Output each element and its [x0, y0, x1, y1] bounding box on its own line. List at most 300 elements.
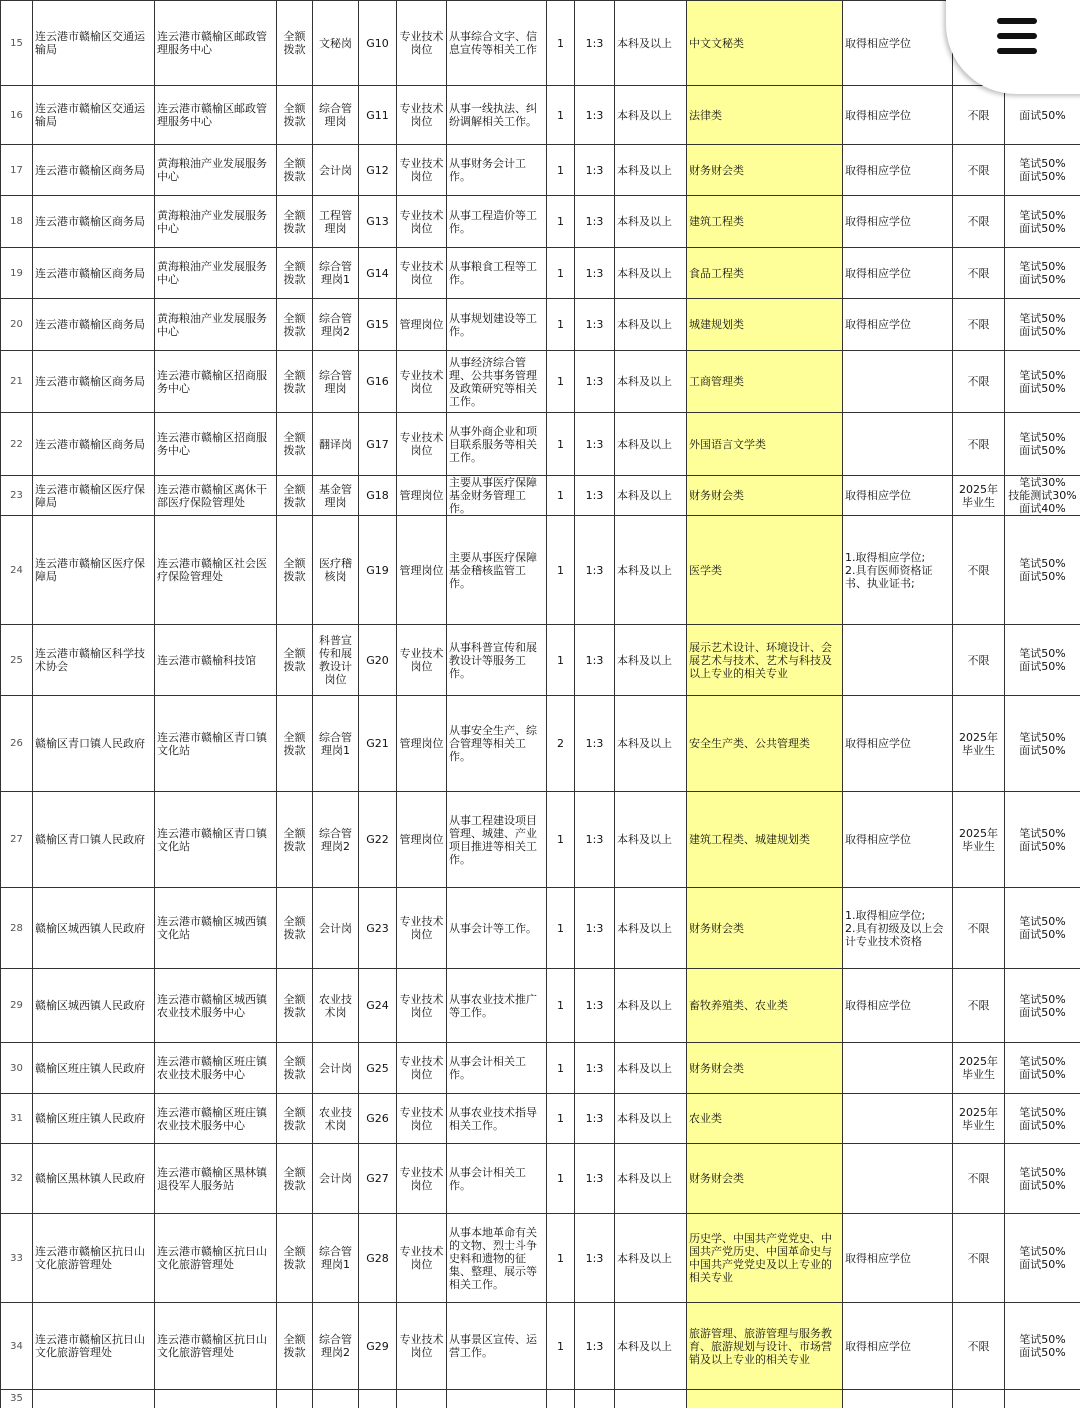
graduate-cell: 2025年毕业生 — [953, 696, 1005, 792]
row-number: 18 — [1, 196, 33, 248]
unit-cell: 连云港市赣榆区邮政管理服务中心 — [155, 86, 277, 145]
ratio-cell: 1:3 — [575, 1094, 615, 1144]
table-row — [1, 516, 1080, 625]
post-name-cell: 会计岗 — [313, 1144, 359, 1214]
major-cell: 展示艺术设计、环境设计、会展艺术与技术、艺术与科技及以上专业的相关专业 — [687, 625, 843, 696]
row-number: 16 — [1, 86, 33, 145]
graduate-cell: 不限 — [953, 248, 1005, 299]
post-category-cell: 专业技术岗位 — [397, 1, 447, 86]
headcount-cell: 1 — [547, 888, 575, 969]
post-code-cell: G25 — [359, 1043, 397, 1094]
table-row — [1, 248, 1080, 299]
post-name-cell: 综合管理岗1 — [313, 248, 359, 299]
duties-cell: 从事本地革命有关的文物、烈士斗争史料和遗物的征集、整理、展示等相关工作。 — [447, 1214, 547, 1303]
headcount-cell — [547, 1390, 575, 1408]
education-cell: 本科及以上 — [615, 299, 687, 351]
funding-cell: 全额拨款 — [277, 476, 313, 516]
funding-cell: 全额拨款 — [277, 1144, 313, 1214]
unit-cell: 黄海粮油产业发展服务中心 — [155, 248, 277, 299]
ratio-cell: 1:3 — [575, 792, 615, 888]
post-code-cell: G12 — [359, 145, 397, 196]
post-code-cell — [359, 1390, 397, 1408]
education-cell: 本科及以上 — [615, 1144, 687, 1214]
education-cell: 本科及以上 — [615, 1303, 687, 1390]
post-category-cell: 管理岗位 — [397, 696, 447, 792]
exam-method-cell: 笔试50% 面试50% — [1005, 196, 1080, 248]
department-cell: 连云港市赣榆区商务局 — [33, 145, 155, 196]
funding-cell: 全额拨款 — [277, 1043, 313, 1094]
headcount-cell: 1 — [547, 1303, 575, 1390]
headcount-cell: 1 — [547, 969, 575, 1043]
table-row — [1, 476, 1080, 516]
major-cell: 建筑工程类 — [687, 196, 843, 248]
department-cell: 赣榆区城西镇人民政府 — [33, 969, 155, 1043]
post-category-cell: 管理岗位 — [397, 792, 447, 888]
graduate-cell: 2025年毕业生 — [953, 792, 1005, 888]
post-name-cell: 基金管理岗 — [313, 476, 359, 516]
department-cell: 赣榆区班庄镇人民政府 — [33, 1094, 155, 1144]
duties-cell: 从事会计相关工作。 — [447, 1043, 547, 1094]
headcount-cell: 1 — [547, 792, 575, 888]
department-cell: 赣榆区青口镇人民政府 — [33, 792, 155, 888]
unit-cell: 连云港市赣榆区城西镇文化站 — [155, 888, 277, 969]
headcount-cell: 1 — [547, 299, 575, 351]
department-cell: 赣榆区青口镇人民政府 — [33, 696, 155, 792]
funding-cell: 全额拨款 — [277, 299, 313, 351]
duties-cell: 主要从事医疗保障基金财务管理工作。 — [447, 476, 547, 516]
requirements-cell: 取得相应学位 — [843, 145, 953, 196]
graduate-cell: 不限 — [953, 888, 1005, 969]
department-cell: 连云港市赣榆区交通运输局 — [33, 1, 155, 86]
funding-cell: 全额拨款 — [277, 1094, 313, 1144]
row-number: 21 — [1, 351, 33, 413]
graduate-cell: 2025年毕业生 — [953, 476, 1005, 516]
department-cell: 连云港市赣榆区商务局 — [33, 351, 155, 413]
funding-cell: 全额拨款 — [277, 86, 313, 145]
post-category-cell: 专业技术岗位 — [397, 888, 447, 969]
duties-cell: 从事经济综合管理、公共事务管理及政策研究等相关工作。 — [447, 351, 547, 413]
department-cell: 连云港市赣榆区交通运输局 — [33, 86, 155, 145]
ratio-cell: 1:3 — [575, 969, 615, 1043]
post-code-cell: G28 — [359, 1214, 397, 1303]
row-number: 17 — [1, 145, 33, 196]
education-cell: 本科及以上 — [615, 413, 687, 476]
duties-cell: 从事景区宣传、运营工作。 — [447, 1303, 547, 1390]
duties-cell: 从事综合文字、信息宣传等相关工作 — [447, 1, 547, 86]
post-code-cell: G17 — [359, 413, 397, 476]
post-category-cell: 专业技术岗位 — [397, 248, 447, 299]
duties-cell: 从事科普宣传和展教设计等服务工作。 — [447, 625, 547, 696]
post-code-cell: G24 — [359, 969, 397, 1043]
graduate-cell: 不限 — [953, 969, 1005, 1043]
row-number: 32 — [1, 1144, 33, 1214]
unit-cell — [155, 1390, 277, 1408]
headcount-cell: 1 — [547, 145, 575, 196]
exam-method-cell: 笔试50% 面试50% — [1005, 145, 1080, 196]
ratio-cell: 1:3 — [575, 1144, 615, 1214]
major-cell: 外国语言文学类 — [687, 413, 843, 476]
post-category-cell: 专业技术岗位 — [397, 145, 447, 196]
table-row — [1, 888, 1080, 969]
requirements-cell: 取得相应学位 — [843, 1303, 953, 1390]
duties-cell: 从事规划建设等工作。 — [447, 299, 547, 351]
post-category-cell: 管理岗位 — [397, 516, 447, 625]
funding-cell: 全额拨款 — [277, 1, 313, 86]
headcount-cell: 1 — [547, 413, 575, 476]
post-category-cell: 专业技术岗位 — [397, 86, 447, 145]
duties-cell: 从事工程建设项目管理、城建、产业项目推进等相关工作。 — [447, 792, 547, 888]
education-cell: 本科及以上 — [615, 248, 687, 299]
duties-cell: 从事农业技术指导相关工作。 — [447, 1094, 547, 1144]
post-name-cell: 医疗稽核岗 — [313, 516, 359, 625]
requirements-cell: 取得相应学位 — [843, 196, 953, 248]
post-category-cell: 专业技术岗位 — [397, 1043, 447, 1094]
funding-cell — [277, 1390, 313, 1408]
table-row — [1, 299, 1080, 351]
unit-cell: 连云港市赣榆区青口镇文化站 — [155, 792, 277, 888]
table-row — [1, 145, 1080, 196]
post-category-cell — [397, 1390, 447, 1408]
education-cell: 本科及以上 — [615, 145, 687, 196]
post-code-cell: G21 — [359, 696, 397, 792]
row-number: 33 — [1, 1214, 33, 1303]
major-cell: 医学类 — [687, 516, 843, 625]
table-row — [1, 1390, 1080, 1408]
table-row — [1, 1303, 1080, 1390]
post-name-cell: 综合管理岗 — [313, 351, 359, 413]
exam-method-cell — [1005, 1390, 1080, 1408]
post-name-cell: 工程管理岗 — [313, 196, 359, 248]
department-cell — [33, 1390, 155, 1408]
post-name-cell: 会计岗 — [313, 145, 359, 196]
exam-method-cell: 笔试30% 技能测试30% 面试40% — [1005, 476, 1080, 516]
unit-cell: 连云港市赣榆区招商服务中心 — [155, 413, 277, 476]
funding-cell: 全额拨款 — [277, 145, 313, 196]
major-cell: 历史学、中国共产党党史、中国共产党历史、中国革命史与中国共产党党史及以上专业的相关专业 — [687, 1214, 843, 1303]
row-number: 19 — [1, 248, 33, 299]
education-cell: 本科及以上 — [615, 1214, 687, 1303]
headcount-cell: 1 — [547, 1094, 575, 1144]
ratio-cell: 1:3 — [575, 248, 615, 299]
row-number: 24 — [1, 516, 33, 625]
post-category-cell: 管理岗位 — [397, 299, 447, 351]
education-cell: 本科及以上 — [615, 196, 687, 248]
post-code-cell: G18 — [359, 476, 397, 516]
department-cell: 连云港市赣榆区商务局 — [33, 299, 155, 351]
ratio-cell: 1:3 — [575, 145, 615, 196]
headcount-cell: 1 — [547, 86, 575, 145]
ratio-cell: 1:3 — [575, 1043, 615, 1094]
ratio-cell: 1:3 — [575, 413, 615, 476]
post-category-cell: 专业技术岗位 — [397, 351, 447, 413]
post-name-cell: 综合管理岗1 — [313, 696, 359, 792]
major-cell: 法律类 — [687, 86, 843, 145]
post-category-cell: 专业技术岗位 — [397, 625, 447, 696]
post-name-cell: 农业技术岗 — [313, 969, 359, 1043]
unit-cell: 连云港市赣榆区社会医疗保险管理处 — [155, 516, 277, 625]
requirements-cell — [843, 625, 953, 696]
table-row — [1, 696, 1080, 792]
duties-cell: 从事外商企业和项目联系服务等相关工作。 — [447, 413, 547, 476]
unit-cell: 黄海粮油产业发展服务中心 — [155, 145, 277, 196]
department-cell: 连云港市赣榆区抗日山文化旅游管理处 — [33, 1303, 155, 1390]
exam-method-cell: 面试50% — [1005, 86, 1080, 145]
education-cell: 本科及以上 — [615, 792, 687, 888]
post-name-cell: 综合管理岗1 — [313, 1214, 359, 1303]
duties-cell: 从事财务会计工作。 — [447, 145, 547, 196]
graduate-cell: 2025年毕业生 — [953, 1094, 1005, 1144]
requirements-cell: 取得相应学位 — [843, 792, 953, 888]
duties-cell — [447, 1390, 547, 1408]
post-name-cell: 综合管理岗2 — [313, 792, 359, 888]
post-name-cell: 综合管理岗 — [313, 86, 359, 145]
exam-method-cell: 笔试50% 面试50% — [1005, 1214, 1080, 1303]
graduate-cell: 不限 — [953, 1144, 1005, 1214]
graduate-cell: 不限 — [953, 145, 1005, 196]
post-category-cell: 专业技术岗位 — [397, 1303, 447, 1390]
graduate-cell: 不限 — [953, 413, 1005, 476]
post-code-cell: G26 — [359, 1094, 397, 1144]
exam-method-cell: 笔试50% 面试50% — [1005, 888, 1080, 969]
headcount-cell: 1 — [547, 196, 575, 248]
department-cell: 赣榆区黑林镇人民政府 — [33, 1144, 155, 1214]
funding-cell: 全额拨款 — [277, 696, 313, 792]
requirements-cell: 取得相应学位 — [843, 86, 953, 145]
exam-method-cell: 笔试50% 面试50% — [1005, 1144, 1080, 1214]
table-row — [1, 1, 1080, 86]
funding-cell: 全额拨款 — [277, 625, 313, 696]
education-cell: 本科及以上 — [615, 969, 687, 1043]
major-cell: 旅游管理、旅游管理与服务教育、旅游规划与设计、市场营销及以上专业的相关专业 — [687, 1303, 843, 1390]
row-number: 30 — [1, 1043, 33, 1094]
post-name-cell: 综合管理岗2 — [313, 1303, 359, 1390]
post-category-cell: 专业技术岗位 — [397, 413, 447, 476]
requirements-cell: 取得相应学位 — [843, 248, 953, 299]
table-row — [1, 1214, 1080, 1303]
major-cell: 财务财会类 — [687, 145, 843, 196]
funding-cell: 全额拨款 — [277, 351, 313, 413]
unit-cell: 连云港市赣榆区邮政管理服务中心 — [155, 1, 277, 86]
unit-cell: 连云港市赣榆区离休干部医疗保险管理处 — [155, 476, 277, 516]
major-cell: 建筑工程类、城建规划类 — [687, 792, 843, 888]
education-cell: 本科及以上 — [615, 1, 687, 86]
table-row — [1, 196, 1080, 248]
department-cell: 赣榆区城西镇人民政府 — [33, 888, 155, 969]
headcount-cell: 1 — [547, 516, 575, 625]
requirements-cell — [843, 1043, 953, 1094]
unit-cell: 连云港市赣榆区抗日山文化旅游管理处 — [155, 1214, 277, 1303]
funding-cell: 全额拨款 — [277, 196, 313, 248]
funding-cell: 全额拨款 — [277, 792, 313, 888]
post-code-cell: G15 — [359, 299, 397, 351]
row-number: 22 — [1, 413, 33, 476]
table-row — [1, 1043, 1080, 1094]
unit-cell: 连云港市赣榆科技馆 — [155, 625, 277, 696]
exam-method-cell: 笔试50% 面试50% — [1005, 625, 1080, 696]
graduate-cell: 2025年毕业生 — [953, 1043, 1005, 1094]
exam-method-cell: 笔试50% 面试50% — [1005, 248, 1080, 299]
ratio-cell: 1:3 — [575, 196, 615, 248]
department-cell: 连云港市赣榆区医疗保障局 — [33, 476, 155, 516]
post-name-cell: 科普宣传和展教设计岗位 — [313, 625, 359, 696]
major-cell: 畜牧养殖类、农业类 — [687, 969, 843, 1043]
unit-cell: 连云港市赣榆区抗日山文化旅游管理处 — [155, 1303, 277, 1390]
table-row — [1, 1094, 1080, 1144]
row-number: 35 — [1, 1390, 33, 1408]
department-cell: 连云港市赣榆区商务局 — [33, 413, 155, 476]
duties-cell: 从事粮食工程等工作。 — [447, 248, 547, 299]
graduate-cell: 不限 — [953, 196, 1005, 248]
ratio-cell: 1:3 — [575, 696, 615, 792]
major-cell: 安全生产类、公共管理类 — [687, 696, 843, 792]
education-cell: 本科及以上 — [615, 351, 687, 413]
row-number: 27 — [1, 792, 33, 888]
hamburger-menu-icon — [997, 33, 1037, 39]
ratio-cell: 1:3 — [575, 888, 615, 969]
education-cell: 本科及以上 — [615, 516, 687, 625]
exam-method-cell: 笔试50% 面试50% — [1005, 413, 1080, 476]
table-body — [1, 1, 1080, 1408]
ratio-cell: 1:3 — [575, 516, 615, 625]
post-category-cell: 管理岗位 — [397, 476, 447, 516]
education-cell: 本科及以上 — [615, 86, 687, 145]
funding-cell: 全额拨款 — [277, 969, 313, 1043]
headcount-cell: 1 — [547, 1144, 575, 1214]
table-row — [1, 351, 1080, 413]
row-number: 28 — [1, 888, 33, 969]
unit-cell: 连云港市赣榆区黑林镇退役军人服务站 — [155, 1144, 277, 1214]
duties-cell: 从事会计相关工作。 — [447, 1144, 547, 1214]
requirements-cell: 取得相应学位 — [843, 1214, 953, 1303]
hamburger-menu-icon — [997, 48, 1037, 54]
department-cell: 连云港市赣榆区科学技术协会 — [33, 625, 155, 696]
row-number: 26 — [1, 696, 33, 792]
major-cell: 财务财会类 — [687, 1144, 843, 1214]
post-name-cell — [313, 1390, 359, 1408]
hamburger-menu-icon — [997, 18, 1037, 24]
post-category-cell: 专业技术岗位 — [397, 1144, 447, 1214]
funding-cell: 全额拨款 — [277, 1303, 313, 1390]
post-code-cell: G22 — [359, 792, 397, 888]
post-code-cell: G20 — [359, 625, 397, 696]
funding-cell: 全额拨款 — [277, 248, 313, 299]
department-cell: 连云港市赣榆区商务局 — [33, 196, 155, 248]
requirements-cell: 取得相应学位 — [843, 969, 953, 1043]
ratio-cell: 1:3 — [575, 351, 615, 413]
funding-cell: 全额拨款 — [277, 1214, 313, 1303]
table-row — [1, 792, 1080, 888]
ratio-cell: 1:3 — [575, 1214, 615, 1303]
graduate-cell: 不限 — [953, 625, 1005, 696]
row-number: 31 — [1, 1094, 33, 1144]
major-cell: 财务财会类 — [687, 1043, 843, 1094]
post-code-cell: G29 — [359, 1303, 397, 1390]
major-cell: 财务财会类 — [687, 888, 843, 969]
major-cell: 城建规划类 — [687, 299, 843, 351]
exam-method-cell: 笔试50% 面试50% — [1005, 792, 1080, 888]
post-code-cell: G19 — [359, 516, 397, 625]
requirements-cell: 1.取得相应学位; 2.具有初级及以上会计专业技术资格 — [843, 888, 953, 969]
row-number: 20 — [1, 299, 33, 351]
education-cell: 本科及以上 — [615, 1043, 687, 1094]
table-row — [1, 413, 1080, 476]
headcount-cell: 1 — [547, 248, 575, 299]
requirements-cell — [843, 1144, 953, 1214]
requirements-cell — [843, 1094, 953, 1144]
post-code-cell: G16 — [359, 351, 397, 413]
post-name-cell: 会计岗 — [313, 888, 359, 969]
duties-cell: 从事会计等工作。 — [447, 888, 547, 969]
funding-cell: 全额拨款 — [277, 888, 313, 969]
unit-cell: 黄海粮油产业发展服务中心 — [155, 196, 277, 248]
department-cell: 连云港市赣榆区医疗保障局 — [33, 516, 155, 625]
table-row — [1, 969, 1080, 1043]
post-code-cell: G10 — [359, 1, 397, 86]
major-cell: 食品工程类 — [687, 248, 843, 299]
exam-method-cell: 笔试50% 面试50% — [1005, 351, 1080, 413]
duties-cell: 从事一线执法、纠纷调解相关工作。 — [447, 86, 547, 145]
post-code-cell: G14 — [359, 248, 397, 299]
post-code-cell: G13 — [359, 196, 397, 248]
headcount-cell: 2 — [547, 696, 575, 792]
post-name-cell: 翻译岗 — [313, 413, 359, 476]
unit-cell: 黄海粮油产业发展服务中心 — [155, 299, 277, 351]
unit-cell: 连云港市赣榆区城西镇农业技术服务中心 — [155, 969, 277, 1043]
post-code-cell: G23 — [359, 888, 397, 969]
major-cell: 农业类 — [687, 1094, 843, 1144]
education-cell — [615, 1390, 687, 1408]
row-number: 15 — [1, 1, 33, 86]
education-cell: 本科及以上 — [615, 476, 687, 516]
post-code-cell: G27 — [359, 1144, 397, 1214]
row-number: 29 — [1, 969, 33, 1043]
exam-method-cell: 笔试50% 面试50% — [1005, 299, 1080, 351]
unit-cell: 连云港市赣榆区青口镇文化站 — [155, 696, 277, 792]
graduate-cell — [953, 1390, 1005, 1408]
unit-cell: 连云港市赣榆区班庄镇农业技术服务中心 — [155, 1043, 277, 1094]
exam-method-cell: 笔试50% 面试50% — [1005, 1303, 1080, 1390]
post-category-cell: 专业技术岗位 — [397, 196, 447, 248]
duties-cell: 从事农业技术推广等工作。 — [447, 969, 547, 1043]
post-category-cell: 专业技术岗位 — [397, 1094, 447, 1144]
headcount-cell: 1 — [547, 1, 575, 86]
requirements-cell: 1.取得相应学位; 2.具有医师资格证书、执业证书; — [843, 516, 953, 625]
table-row — [1, 1144, 1080, 1214]
post-code-cell: G11 — [359, 86, 397, 145]
graduate-cell: 不限 — [953, 1303, 1005, 1390]
education-cell: 本科及以上 — [615, 625, 687, 696]
exam-method-cell: 笔试50% 面试50% — [1005, 1043, 1080, 1094]
row-number: 25 — [1, 625, 33, 696]
row-number: 34 — [1, 1303, 33, 1390]
table-row — [1, 86, 1080, 145]
education-cell: 本科及以上 — [615, 1094, 687, 1144]
duties-cell: 主要从事医疗保障基金稽核监管工作。 — [447, 516, 547, 625]
graduate-cell: 不限 — [953, 351, 1005, 413]
ratio-cell — [575, 1390, 615, 1408]
requirements-cell: 取得相应学位 — [843, 476, 953, 516]
post-name-cell: 农业技术岗 — [313, 1094, 359, 1144]
education-cell: 本科及以上 — [615, 888, 687, 969]
post-category-cell: 专业技术岗位 — [397, 969, 447, 1043]
unit-cell: 连云港市赣榆区班庄镇农业技术服务中心 — [155, 1094, 277, 1144]
headcount-cell: 1 — [547, 625, 575, 696]
duties-cell: 从事安全生产、综合管理等相关工作。 — [447, 696, 547, 792]
graduate-cell: 不限 — [953, 1214, 1005, 1303]
funding-cell: 全额拨款 — [277, 413, 313, 476]
exam-method-cell: 笔试50% 面试50% — [1005, 1094, 1080, 1144]
ratio-cell: 1:3 — [575, 1303, 615, 1390]
